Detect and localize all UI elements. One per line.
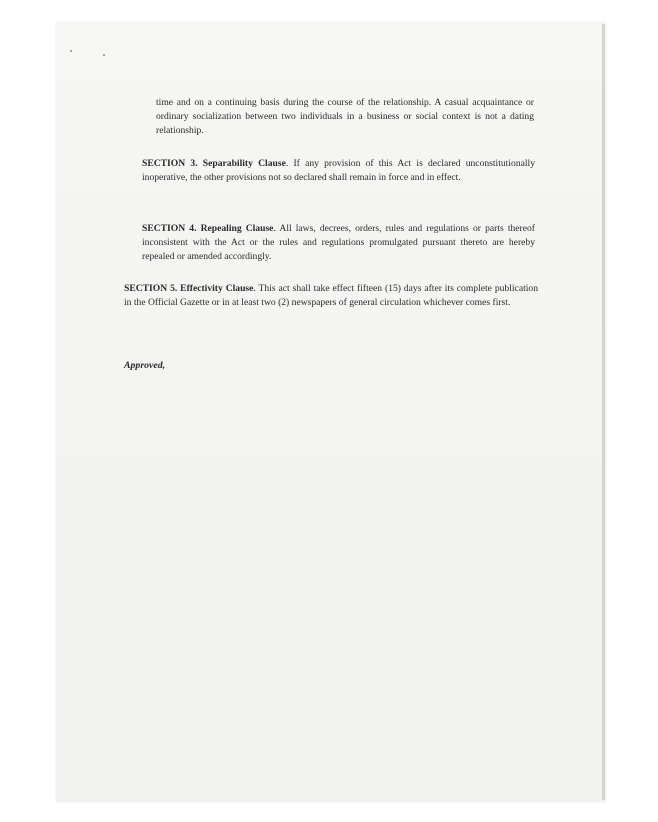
continuation-text: time and on a continuing basis during the course of the relationship. A casual acquaintance or ordinary socialization between two individuals in a business or social context is not a dating relationship. bbox=[156, 97, 534, 137]
section-4-paragraph bbox=[142, 222, 535, 265]
heading-period: . bbox=[273, 223, 280, 234]
section-5-heading: SECTION 5. Effectivity Clause bbox=[124, 283, 254, 294]
section-5-paragraph bbox=[124, 282, 538, 310]
section-3-heading: SECTION 3. Separability Clause bbox=[142, 158, 286, 169]
continuation-paragraph bbox=[156, 96, 534, 139]
heading-period: . bbox=[253, 283, 259, 294]
page-edge bbox=[602, 24, 605, 800]
section-3-paragraph bbox=[142, 157, 535, 185]
approved-label: Approved, bbox=[124, 360, 166, 371]
heading-period: . bbox=[285, 158, 294, 169]
section-4-heading: SECTION 4. Repealing Clause bbox=[142, 223, 274, 234]
scan-speck bbox=[103, 54, 105, 56]
scan-speck bbox=[70, 50, 72, 52]
section-4-text: All laws, decrees, orders, rules and regulations or parts thereof inconsistent with the Act or the rules and regulations promulgated pursuant thereto are hereby repealed or amended accordingly. bbox=[142, 223, 535, 263]
section-3-text: If any provision of this Act is declared unconstitutionally inoperative, the other provisions not so declared shall remain in force and in effect. bbox=[142, 158, 535, 184]
document-page bbox=[56, 22, 606, 802]
section-5-text: This act shall take effect fifteen (15) days after its complete publication in the Official Gazette or in at least two (2) newspapers of general circulation whichever comes first. bbox=[124, 283, 538, 309]
